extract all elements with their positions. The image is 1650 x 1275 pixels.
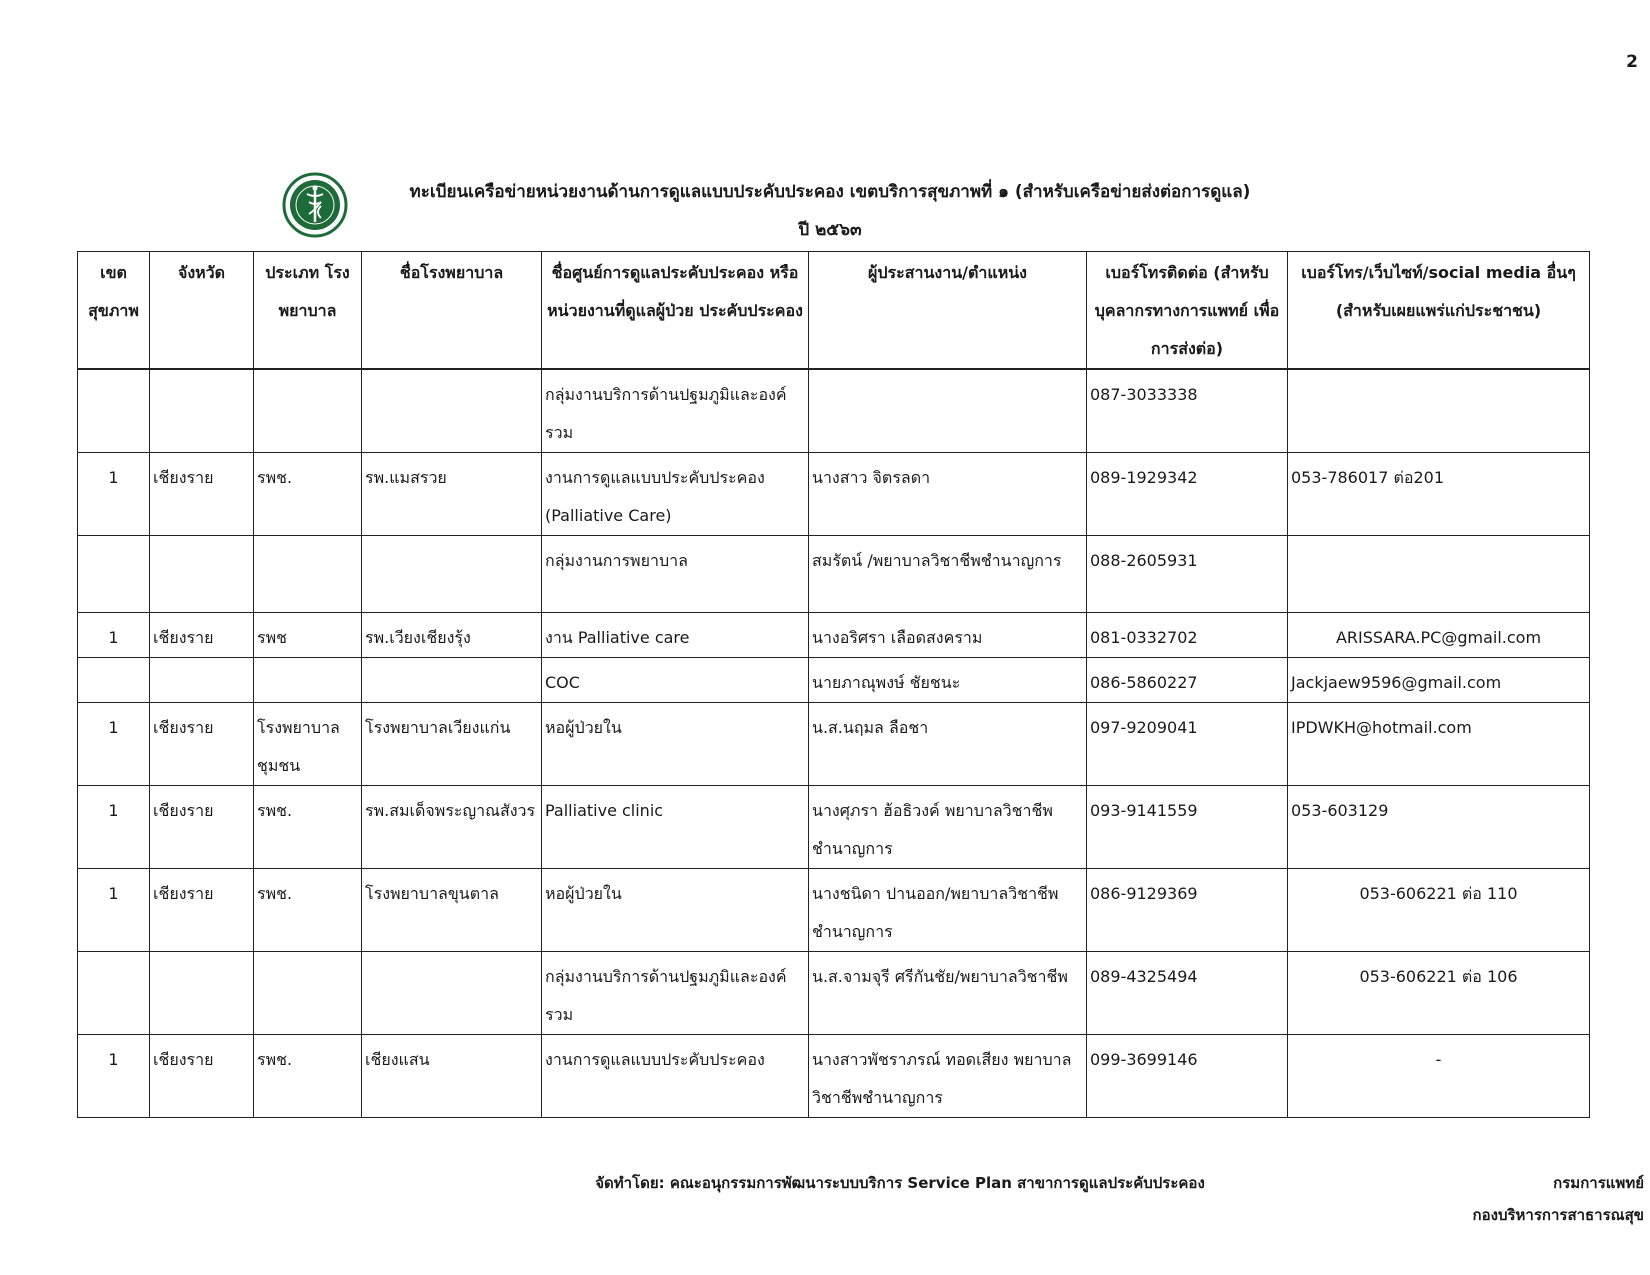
table-cell [254,536,362,613]
column-header: เบอร์โทร/เว็บไซท์/social media อื่นๆ (สำหรับเผยแพร่แก่ประชาชน) [1288,252,1590,370]
table-cell: งาน Palliative care [542,613,809,658]
column-header: ผู้ประสานงาน/ตำแหน่ง [809,252,1087,370]
table-cell [362,536,542,613]
table-cell: รพช. [254,1035,362,1118]
table-cell [150,536,254,613]
table-row [78,703,1590,786]
table-row [78,536,1590,613]
table-cell: ARISSARA.PC@gmail.com [1288,613,1590,658]
footer-division: กองบริหารการสาธารณสุข [1472,1206,1644,1224]
table-row [78,613,1590,658]
table-cell: กลุ่มงานการพยาบาล [542,536,809,613]
table-row [78,1035,1590,1118]
table-cell: 086-9129369 [1087,869,1288,952]
table-cell: 053-606221 ต่อ 106 [1288,952,1590,1035]
footer-prepared-by: จัดทำโดย: คณะอนุกรรมการพัฒนาระบบบริการ Service Plan สาขาการดูแลประคับประคอง [595,1174,1205,1192]
table-cell [78,369,150,453]
table-cell: รพช. [254,453,362,536]
table-cell: 093-9141559 [1087,786,1288,869]
table-cell: รพช [254,613,362,658]
column-header: ชื่อศูนย์การดูแลประคับประคอง หรือ หน่วยงานที่ดูแลผู้ป่วย ประคับประคอง [542,252,809,370]
table-cell: 1 [78,613,150,658]
table-cell [254,369,362,453]
column-header: เขต สุขภาพ [78,252,150,370]
table-cell: เชียงราย [150,1035,254,1118]
table-cell: นางสาว จิตรลดา [809,453,1087,536]
table-cell: กลุ่มงานบริการด้านปฐมภูมิและองค์รวม [542,952,809,1035]
table-cell: 086-5860227 [1087,658,1288,703]
table-cell: 1 [78,786,150,869]
table-body [78,369,1590,1118]
table-cell: นางชนิดา ปานออก/พยาบาลวิชาชีพชำนาญการ [809,869,1087,952]
table-cell: หอผู้ป่วยใน [542,703,809,786]
table-cell: - [1288,1035,1590,1118]
footer-department: กรมการแพทย์ [1553,1174,1644,1192]
table-cell: นางสาวพัชราภรณ์ ทอดเสียง พยาบาลวิชาชีพชำนาญการ [809,1035,1087,1118]
table-row [78,952,1590,1035]
table-cell [254,658,362,703]
table-cell: 053-786017 ต่อ201 [1288,453,1590,536]
registry-table [77,251,1590,1118]
table-cell: 089-4325494 [1087,952,1288,1035]
table-cell: 088-2605931 [1087,536,1288,613]
page-number: 2 [1626,52,1638,72]
table-row [78,786,1590,869]
table-cell: 087-3033338 [1087,369,1288,453]
table-cell: รพ.เวียงเชียงรุ้ง [362,613,542,658]
table-cell [362,369,542,453]
table-header-row [78,252,1590,370]
table-cell: โรงพยาบาลชุมชน [254,703,362,786]
table-cell [362,658,542,703]
table-cell: 1 [78,453,150,536]
table-cell: รพ.สมเด็จพระญาณสังวร [362,786,542,869]
table-cell: กลุ่มงานบริการด้านปฐมภูมิและองค์รวม [542,369,809,453]
table-cell: เชียงราย [150,869,254,952]
table-row [78,453,1590,536]
table-cell: งานการดูแลแบบประคับประคอง [542,1035,809,1118]
table-cell [150,952,254,1035]
table-cell [254,952,362,1035]
table-cell [362,952,542,1035]
column-header: ชื่อโรงพยาบาล [362,252,542,370]
table-cell: นางอริศรา เลือดสงคราม [809,613,1087,658]
table-cell: เชียงราย [150,453,254,536]
table-cell: เชียงราย [150,703,254,786]
table-cell: โรงพยาบาลเวียงแก่น [362,703,542,786]
table-cell: 1 [78,703,150,786]
table-row [78,369,1590,453]
document-year: ปี ๒๕๖๓ [798,220,862,240]
table-cell: 053-606221 ต่อ 110 [1288,869,1590,952]
table-cell: น.ส.นฤมล ลือชา [809,703,1087,786]
table-cell: หอผู้ป่วยใน [542,869,809,952]
table-cell [809,369,1087,453]
table-cell: 081-0332702 [1087,613,1288,658]
table-cell: รพช. [254,869,362,952]
table-row [78,658,1590,703]
table-cell: 053-603129 [1288,786,1590,869]
table-cell: โรงพยาบาลขุนตาล [362,869,542,952]
table-cell: 089-1929342 [1087,453,1288,536]
table-cell: นายภาณุพงษ์ ชัยชนะ [809,658,1087,703]
table-cell: 1 [78,1035,150,1118]
table-cell [150,369,254,453]
table-cell: รพ.แมสรวย [362,453,542,536]
table-row [78,869,1590,952]
table-cell [78,536,150,613]
table-cell: เชียงราย [150,613,254,658]
table-cell: น.ส.จามจุรี ศรีกันชัย/พยาบาลวิชาชีพ [809,952,1087,1035]
table-cell: รพช. [254,786,362,869]
table-cell: งานการดูแลแบบประคับประคอง (Palliative Care) [542,453,809,536]
table-cell: เชียงแสน [362,1035,542,1118]
document-title: ทะเบียนเครือข่ายหน่วยงานด้านการดูแลแบบประคับประคอง เขตบริการสุขภาพที่ ๑ (สำหรับเครือข่ายส่งต่อการดูแล) [409,182,1251,202]
table-cell: Jackjaew9596@gmail.com [1288,658,1590,703]
table-cell [1288,536,1590,613]
table-cell [150,658,254,703]
table-cell: Palliative clinic [542,786,809,869]
table-cell: สมรัตน์ /พยาบาลวิชาชีพชำนาญการ [809,536,1087,613]
table-cell: 099-3699146 [1087,1035,1288,1118]
table-cell: 1 [78,869,150,952]
column-header: ประเภท โรงพยาบาล [254,252,362,370]
table-cell: เชียงราย [150,786,254,869]
table-cell: 097-9209041 [1087,703,1288,786]
table-cell [78,952,150,1035]
table-cell: นางศุภรา ฮ้อธิวงค์ พยาบาลวิชาชีพชำนาญการ [809,786,1087,869]
ministry-seal-icon [279,172,351,238]
table-cell: IPDWKH@hotmail.com [1288,703,1590,786]
table-cell [78,658,150,703]
column-header: เบอร์โทรติดต่อ (สำหรับ บุคลากรทางการแพทย์ เพื่อการส่งต่อ) [1087,252,1288,370]
column-header: จังหวัด [150,252,254,370]
table-cell [1288,369,1590,453]
table-cell: COC [542,658,809,703]
